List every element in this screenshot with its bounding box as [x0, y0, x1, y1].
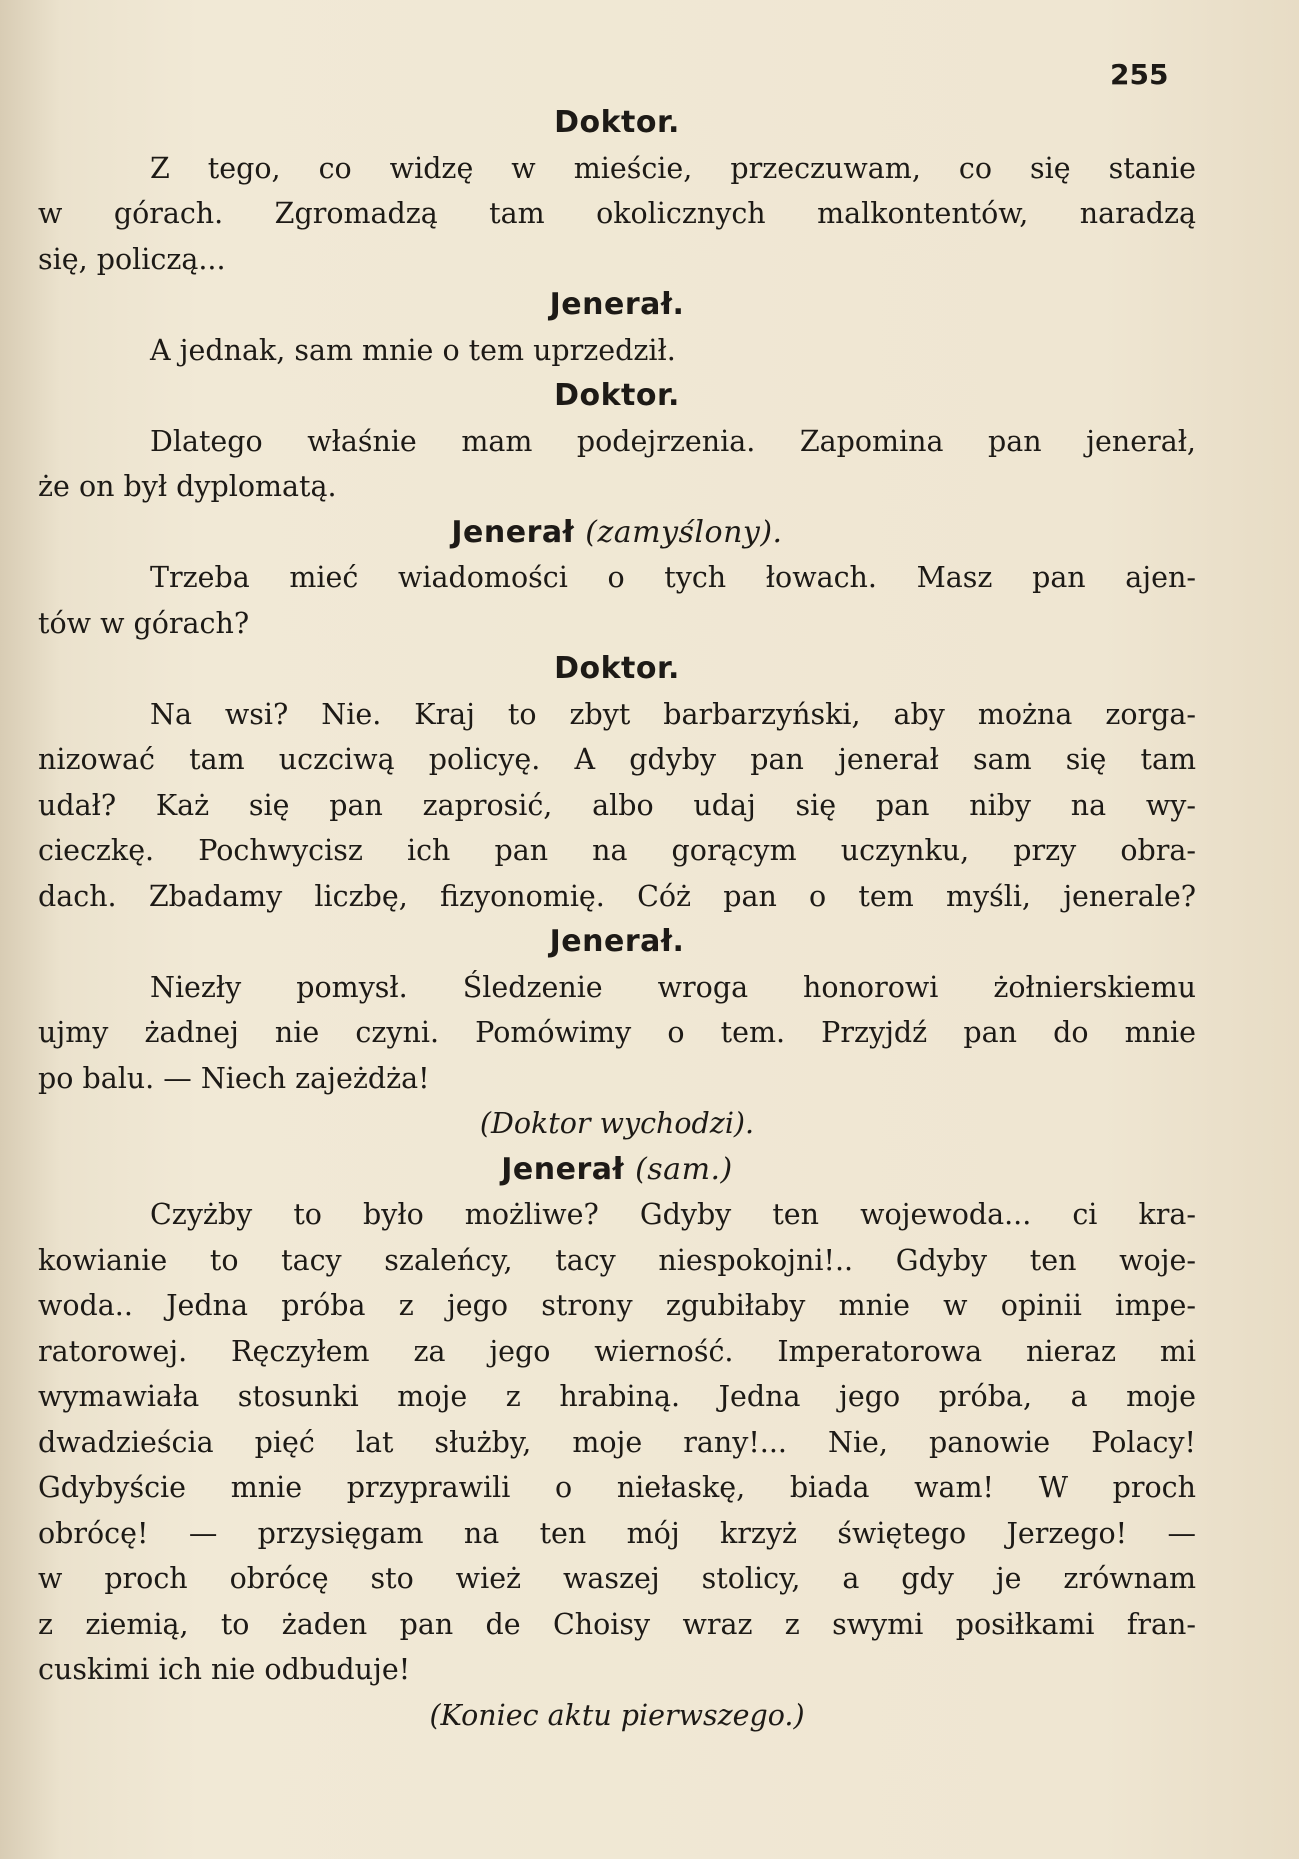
speaker-name: Doktor.: [554, 105, 680, 140]
text-line: w górach. Zgromadzą tam okolicznych malkontentów, naradzą: [38, 197, 1196, 230]
speaker-name: Jenerał: [451, 514, 575, 550]
text-line: z ziemią, to żaden pan de Choisy wraz z swymi posiłkami fran-: [38, 1607, 1196, 1641]
speaker-heading: [38, 282, 1196, 328]
page-text: [38, 100, 1196, 1738]
stage-direction: (sam.): [635, 1151, 733, 1187]
speaker-heading: [38, 510, 1196, 556]
text-line: cuskimi ich nie odbuduje!: [38, 1653, 411, 1686]
text-line: Na wsi? Nie. Kraj to zbyt barbarzyński, aby można zorga-: [150, 697, 1196, 731]
text-line: Gdybyście mnie przyprawili o niełaskę, biada wam! W proch: [38, 1471, 1196, 1504]
text-line: cieczkę. Pochwycisz ich pan na gorącym uczynku, przy obra-: [38, 834, 1196, 867]
text-line: w proch obrócę sto wież waszej stolicy, a gdy je zrównam: [38, 1562, 1196, 1595]
text-line: obrócę! — przysięgam na ten mój krzyż świętego Jerzego! —: [38, 1516, 1196, 1550]
speaker-name: Doktor.: [554, 378, 680, 413]
text-line: się, policzą...: [38, 242, 226, 276]
text-line: Czyżby to było możliwe? Gdyby ten wojewoda... ci kra-: [150, 1198, 1196, 1231]
speaker-heading: [38, 919, 1196, 965]
stage-direction: (zamyślony).: [585, 514, 783, 550]
text-line: dwadzieścia pięć lat służby, moje rany!... Nie, panowie Polacy!: [38, 1425, 1196, 1459]
stage-direction-line: (Koniec aktu pierwszego.): [429, 1698, 805, 1732]
stage-direction-line: (Doktor wychodzi).: [479, 1107, 755, 1140]
text-line: udał? Każ się pan zaprosić, albo udaj się pan niby na wy-: [38, 788, 1196, 822]
speaker-name: Jenerał.: [549, 287, 685, 322]
speaker-heading: [38, 373, 1196, 419]
text-line: Niezły pomysł. Śledzenie wroga honorowi żołnierskiemu: [150, 970, 1196, 1004]
speaker-heading: [38, 646, 1196, 692]
text-line: Z tego, co widzę w mieście, przeczuwam, co się stanie: [150, 151, 1196, 185]
text-line: że on był dyplomatą.: [38, 470, 337, 503]
speaker-name: Jenerał.: [549, 924, 685, 959]
text-line: tów w górach?: [38, 606, 250, 640]
text-line: ujmy żadnej nie czyni. Pomówimy o tem. Przyjdź pan do mnie: [38, 1016, 1196, 1049]
text-line: nizować tam uczciwą policyę. A gdyby pan jenerał sam się tam: [38, 743, 1196, 776]
speaker-heading: [38, 1147, 1196, 1193]
text-line: woda.. Jedna próba z jego strony zgubiłaby mnie w opinii impe-: [38, 1289, 1196, 1322]
text-line: Trzeba mieć wiadomości o tych łowach. Masz pan ajen-: [150, 561, 1196, 594]
speaker-name: Doktor.: [554, 651, 680, 686]
text-line: wymawiała stosunki moje z hrabiną. Jedna jego próba, a moje: [38, 1380, 1196, 1413]
page-number: 255: [1110, 58, 1169, 91]
speaker-name: Jenerał: [501, 1151, 625, 1187]
text-line: A jednak, sam mnie o tem uprzedził.: [150, 333, 676, 367]
text-line: dach. Zbadamy liczbę, fizyonomię. Cóż pan o tem myśli, jenerale?: [38, 879, 1196, 913]
text-line: po balu. — Niech zajeżdża!: [38, 1061, 430, 1095]
text-line: Dlatego właśnie mam podejrzenia. Zapomina pan jenerał,: [150, 424, 1196, 458]
text-line: ratorowej. Ręczyłem za jego wierność. Imperatorowa nieraz mi: [38, 1334, 1196, 1368]
speaker-heading: [38, 100, 1196, 146]
text-line: kowianie to tacy szaleńcy, tacy niespokojni!.. Gdyby ten woje-: [38, 1243, 1196, 1277]
